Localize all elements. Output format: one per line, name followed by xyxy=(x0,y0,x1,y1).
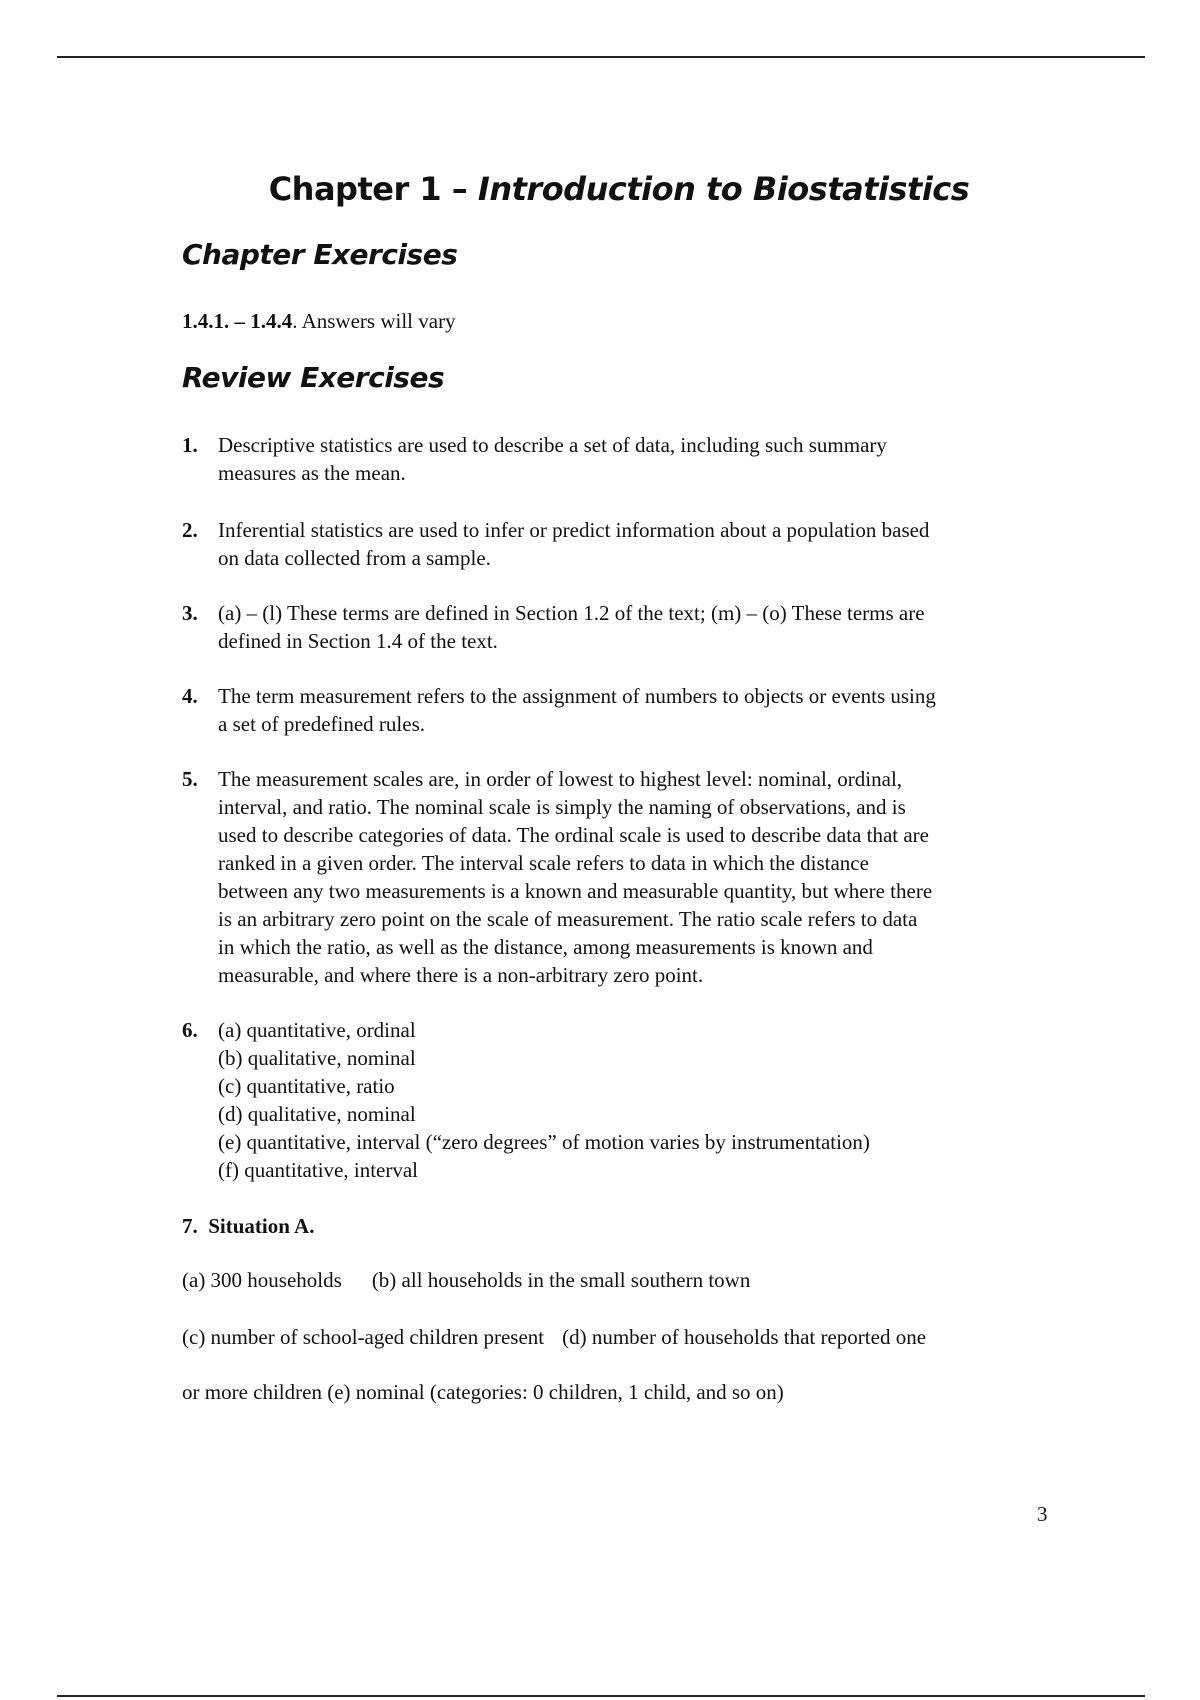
review-item-number: 7. xyxy=(182,1214,198,1238)
review-item-line: Descriptive statistics are used to describe a set of data, including such summary xyxy=(218,433,887,457)
review-item-7-heading xyxy=(182,1214,314,1239)
review-item-line: on data collected from a sample. xyxy=(218,546,491,570)
review-item-number: 5. xyxy=(182,767,198,791)
bottom-rule xyxy=(57,1695,1145,1697)
review-item-number: 3. xyxy=(182,601,198,625)
review-item-number: 4. xyxy=(182,684,198,708)
review-item-line: is an arbitrary zero point on the scale of measurement. The ratio scale refers to data xyxy=(218,907,918,931)
review-item-number: 2. xyxy=(182,518,198,542)
review-item-body xyxy=(218,516,1062,572)
review-item-3 xyxy=(182,599,1062,655)
top-rule xyxy=(57,56,1145,58)
review-item-5 xyxy=(182,765,1062,989)
review-item-line: (f) quantitative, interval xyxy=(218,1158,419,1182)
situation-answer-b: (b) all households in the small southern town xyxy=(371,1268,751,1292)
review-item-line: (c) quantitative, ratio xyxy=(218,1074,395,1098)
situation-answer-a: (a) 300 households xyxy=(182,1268,342,1292)
situation-line-1 xyxy=(182,1268,750,1293)
chapter-exercises-text: . Answers will vary xyxy=(292,309,456,333)
review-item-line: The term measurement refers to the assignment of numbers to objects or events using xyxy=(218,684,936,708)
situation-answer-c: (c) number of school-aged children present xyxy=(182,1325,545,1349)
review-item-line: (e) quantitative, interval (“zero degrees” of motion varies by instrumentation) xyxy=(218,1130,870,1154)
situation-line-2 xyxy=(182,1325,926,1350)
chapter-exercises-heading: Chapter Exercises xyxy=(182,238,458,271)
review-item-line: The measurement scales are, in order of lowest to highest level: nominal, ordinal, xyxy=(218,767,903,791)
review-item-line: in which the ratio, as well as the distance, among measurements is known and xyxy=(218,935,873,959)
review-item-4 xyxy=(182,682,1062,738)
review-item-line: ranked in a given order. The interval scale refers to data in which the distance xyxy=(218,851,869,875)
review-item-line: measures as the mean. xyxy=(218,461,406,485)
review-item-number: 6. xyxy=(182,1018,198,1042)
review-item-body xyxy=(218,431,1062,487)
situation-title: Situation A. xyxy=(208,1214,315,1238)
review-item-6 xyxy=(182,1016,1062,1184)
review-item-line: Inferential statistics are used to infer or predict information about a population based xyxy=(218,518,930,542)
review-item-line: measurable, and where there is a non-arbitrary zero point. xyxy=(218,963,704,987)
review-item-line: (b) qualitative, nominal xyxy=(218,1046,416,1070)
page-title-prefix: Chapter 1 – xyxy=(268,170,478,208)
situation-answer-d: (d) number of households that reported one xyxy=(562,1325,927,1349)
page-title xyxy=(0,170,1200,208)
page-title-italic: Introduction to Biostatistics xyxy=(477,170,970,208)
review-item-line: (d) qualitative, nominal xyxy=(218,1102,416,1126)
review-item-line: between any two measurements is a known and measurable quantity, but where there xyxy=(218,879,933,903)
review-item-line: interval, and ratio. The nominal scale is simply the naming of observations, and is xyxy=(218,795,906,819)
chapter-exercises-ref: 1.4.1. – 1.4.4 xyxy=(182,309,293,333)
review-item-line: (a) – (l) These terms are defined in Section 1.2 of the text; (m) – (o) These terms are xyxy=(218,601,925,625)
situation-line-3: or more children (e) nominal (categories: 0 children, 1 child, and so on) xyxy=(182,1380,784,1404)
review-exercises-heading: Review Exercises xyxy=(182,361,445,394)
review-item-body xyxy=(218,1016,1062,1184)
review-item-line: (a) quantitative, ordinal xyxy=(218,1018,416,1042)
chapter-exercises-answer xyxy=(182,309,456,334)
review-item-2 xyxy=(182,516,1062,572)
review-item-line: defined in Section 1.4 of the text. xyxy=(218,629,498,653)
review-item-number: 1. xyxy=(182,433,198,457)
review-item-body xyxy=(218,682,1062,738)
review-item-1 xyxy=(182,431,1062,487)
page-number: 3 xyxy=(1037,1502,1048,1526)
review-item-body xyxy=(218,599,1062,655)
review-item-body xyxy=(218,765,1062,989)
review-item-line: a set of predefined rules. xyxy=(218,712,425,736)
review-item-line: used to describe categories of data. The ordinal scale is used to describe data that are xyxy=(218,823,929,847)
